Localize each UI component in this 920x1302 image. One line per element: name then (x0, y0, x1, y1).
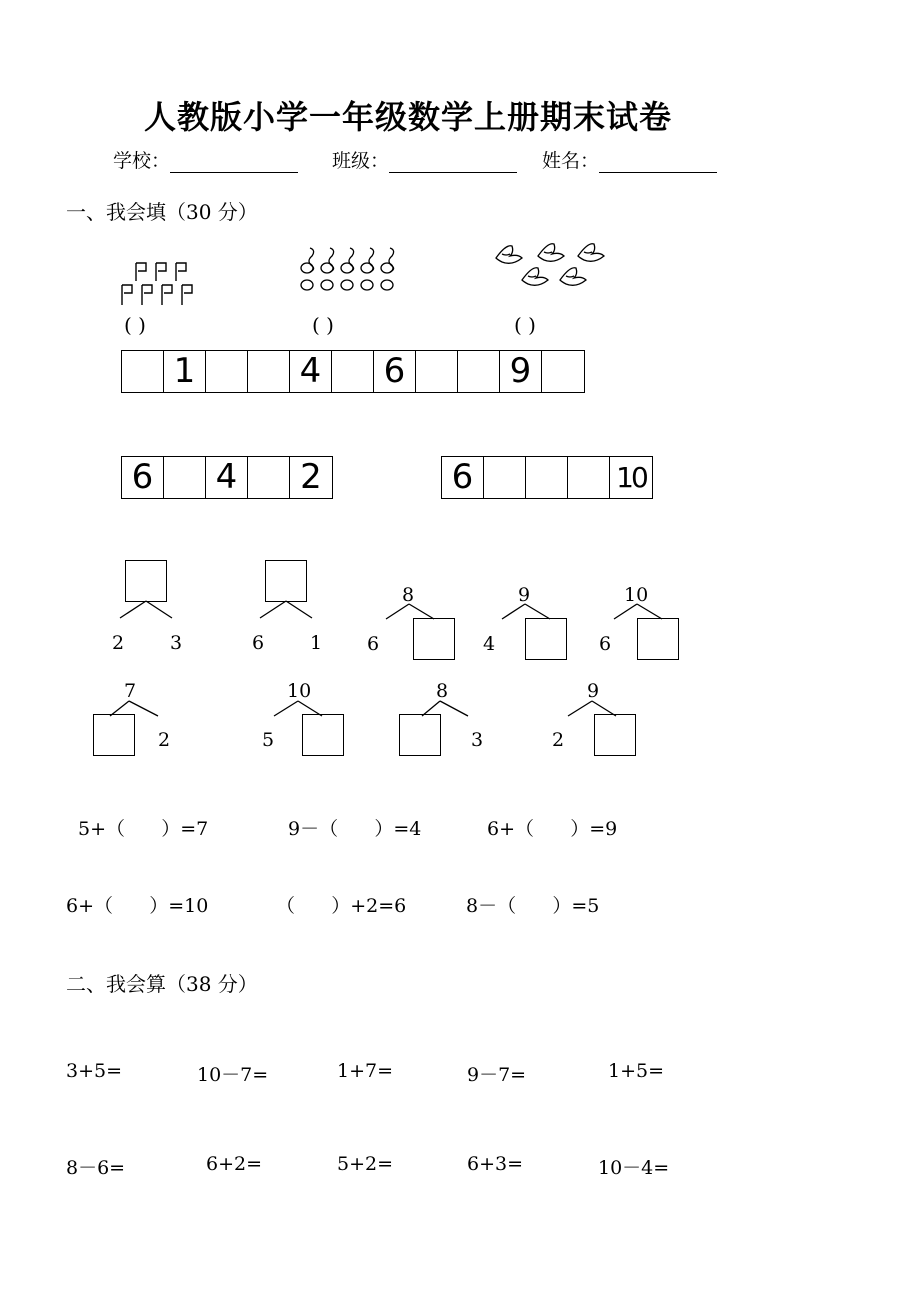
sequence-cell: 6 (442, 457, 484, 498)
class-field (332, 146, 517, 173)
class-label: 班级： (332, 150, 390, 172)
bond-total: 9 (518, 584, 531, 606)
school-field (113, 146, 298, 173)
number-cell: 1 (164, 351, 206, 392)
page-title: 人教版小学一年级数学上册期末试卷 (143, 98, 672, 136)
bond-answer-box[interactable] (93, 714, 135, 756)
count-answer-2[interactable]: ( ) (312, 313, 334, 337)
name-field (542, 146, 717, 173)
bond-total: 9 (587, 680, 600, 702)
calc-item[interactable]: 5+2= (337, 1153, 394, 1175)
sequence-cell: 10 (616, 461, 646, 494)
bond-branch (118, 600, 174, 620)
number-cell: 9 (500, 351, 542, 392)
bond-answer-box[interactable] (399, 714, 441, 756)
flag-icon (118, 258, 204, 308)
bond-answer-box[interactable] (525, 618, 567, 660)
number-cell[interactable] (122, 351, 164, 392)
calc-item[interactable]: 6+2= (206, 1153, 263, 1175)
bond-part: 2 (112, 632, 125, 654)
bond-answer-box[interactable] (594, 714, 636, 756)
sequence-cell: 2 (300, 457, 322, 497)
calc-item[interactable]: 1+7= (337, 1060, 394, 1082)
bond-part: 4 (483, 633, 496, 655)
fill-equation[interactable]: （ ）+2=6 (276, 895, 407, 917)
fill-equation[interactable]: 9－（ ）=4 (288, 818, 422, 840)
bond-branch (258, 600, 314, 620)
bond-part: 6 (367, 633, 380, 655)
fill-equation[interactable]: 6+（ ）=10 (66, 895, 209, 917)
number-line (121, 350, 585, 393)
number-cell: 4 (290, 351, 332, 392)
fill-equation[interactable]: 6+（ ）=9 (487, 818, 618, 840)
bond-answer-box[interactable] (413, 618, 455, 660)
fill-equation[interactable]: 5+（ ）=7 (78, 818, 209, 840)
school-label: 学校： (113, 150, 171, 172)
calc-item[interactable]: 8－6= (66, 1157, 126, 1179)
school-blank[interactable] (170, 150, 298, 173)
number-cell[interactable] (416, 351, 458, 392)
bond-total: 8 (436, 680, 449, 702)
calc-item[interactable]: 3+5= (66, 1060, 123, 1082)
bond-part: 1 (310, 632, 323, 654)
bond-total: 8 (402, 584, 415, 606)
sequence-cell[interactable] (248, 457, 290, 498)
calc-item[interactable]: 10－4= (598, 1157, 670, 1179)
bird-icon (494, 240, 614, 296)
bond-answer-box[interactable] (302, 714, 344, 756)
sequence-right (441, 456, 653, 499)
number-cell[interactable] (542, 351, 584, 392)
class-blank[interactable] (389, 150, 517, 173)
name-label: 姓名： (542, 150, 600, 172)
calc-item[interactable]: 6+3= (467, 1153, 524, 1175)
sequence-cell[interactable] (484, 457, 526, 498)
cherry-icon (298, 244, 408, 296)
section-2-heading: 二、我会算（38 分） (66, 972, 258, 996)
bond-answer-box[interactable] (265, 560, 307, 602)
calc-item[interactable]: 1+5= (608, 1060, 665, 1082)
bond-part: 3 (471, 729, 484, 751)
number-cell[interactable] (206, 351, 248, 392)
bond-part: 6 (599, 633, 612, 655)
sequence-cell[interactable] (568, 457, 610, 498)
bond-total: 10 (287, 680, 312, 702)
number-cell[interactable] (458, 351, 500, 392)
bond-answer-box[interactable] (125, 560, 167, 602)
sequence-cell: 4 (206, 457, 248, 498)
name-blank[interactable] (599, 150, 717, 173)
bond-answer-box[interactable] (637, 618, 679, 660)
calc-item[interactable]: 9－7= (467, 1064, 527, 1086)
sequence-left (121, 456, 333, 499)
fill-equation[interactable]: 8－（ ）=5 (466, 895, 600, 917)
number-cell[interactable] (332, 351, 374, 392)
bond-total: 7 (124, 680, 137, 702)
count-answer-3[interactable]: ( ) (514, 313, 536, 337)
sequence-cell[interactable] (164, 457, 206, 498)
bond-part: 3 (170, 632, 183, 654)
bond-part: 5 (262, 729, 275, 751)
section-1-heading: 一、我会填（30 分） (66, 200, 258, 224)
sequence-cell: 6 (122, 457, 164, 498)
number-cell[interactable] (248, 351, 290, 392)
bond-part: 6 (252, 632, 265, 654)
bond-part: 2 (552, 729, 565, 751)
sequence-cell[interactable] (526, 457, 568, 498)
bond-total: 10 (624, 584, 649, 606)
count-answer-1[interactable]: ( ) (124, 313, 146, 337)
calc-item[interactable]: 10－7= (197, 1064, 269, 1086)
bond-part: 2 (158, 729, 171, 751)
number-cell: 6 (374, 351, 416, 392)
